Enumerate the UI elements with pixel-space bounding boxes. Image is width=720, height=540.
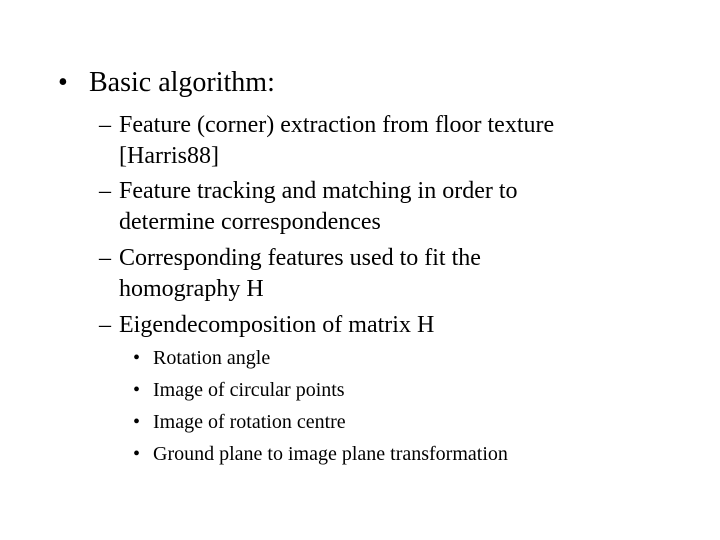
sub-list-item-text: Image of circular points <box>153 379 345 401</box>
list-item-text: homography H <box>119 276 264 302</box>
bullet-icon: • <box>133 347 141 369</box>
list-item-text: [Harris88] <box>119 143 219 169</box>
sub-list-item-text: Ground plane to image plane transformation <box>153 443 508 465</box>
list-item-text: Corresponding features used to fit the <box>119 245 481 271</box>
heading-text: Basic algorithm: <box>89 67 275 98</box>
dash-icon: – <box>99 245 111 271</box>
sub-list-item-text: Rotation angle <box>153 347 271 369</box>
list-item-text: Feature tracking and matching in order to <box>119 178 518 204</box>
list-item-text: Feature (corner) extraction from floor texture <box>119 112 555 138</box>
bullet-icon: • <box>133 411 141 433</box>
dash-icon: – <box>99 312 111 338</box>
sub-list-item-text: Image of rotation centre <box>153 411 346 433</box>
bullet-icon: • <box>58 67 68 98</box>
dash-icon: – <box>99 178 111 204</box>
list-item-text: Eigendecomposition of matrix H <box>119 312 435 338</box>
dash-icon: – <box>99 112 111 138</box>
bullet-icon: • <box>133 443 141 465</box>
list-item-text: determine correspondences <box>119 209 381 235</box>
bullet-icon: • <box>133 379 141 401</box>
